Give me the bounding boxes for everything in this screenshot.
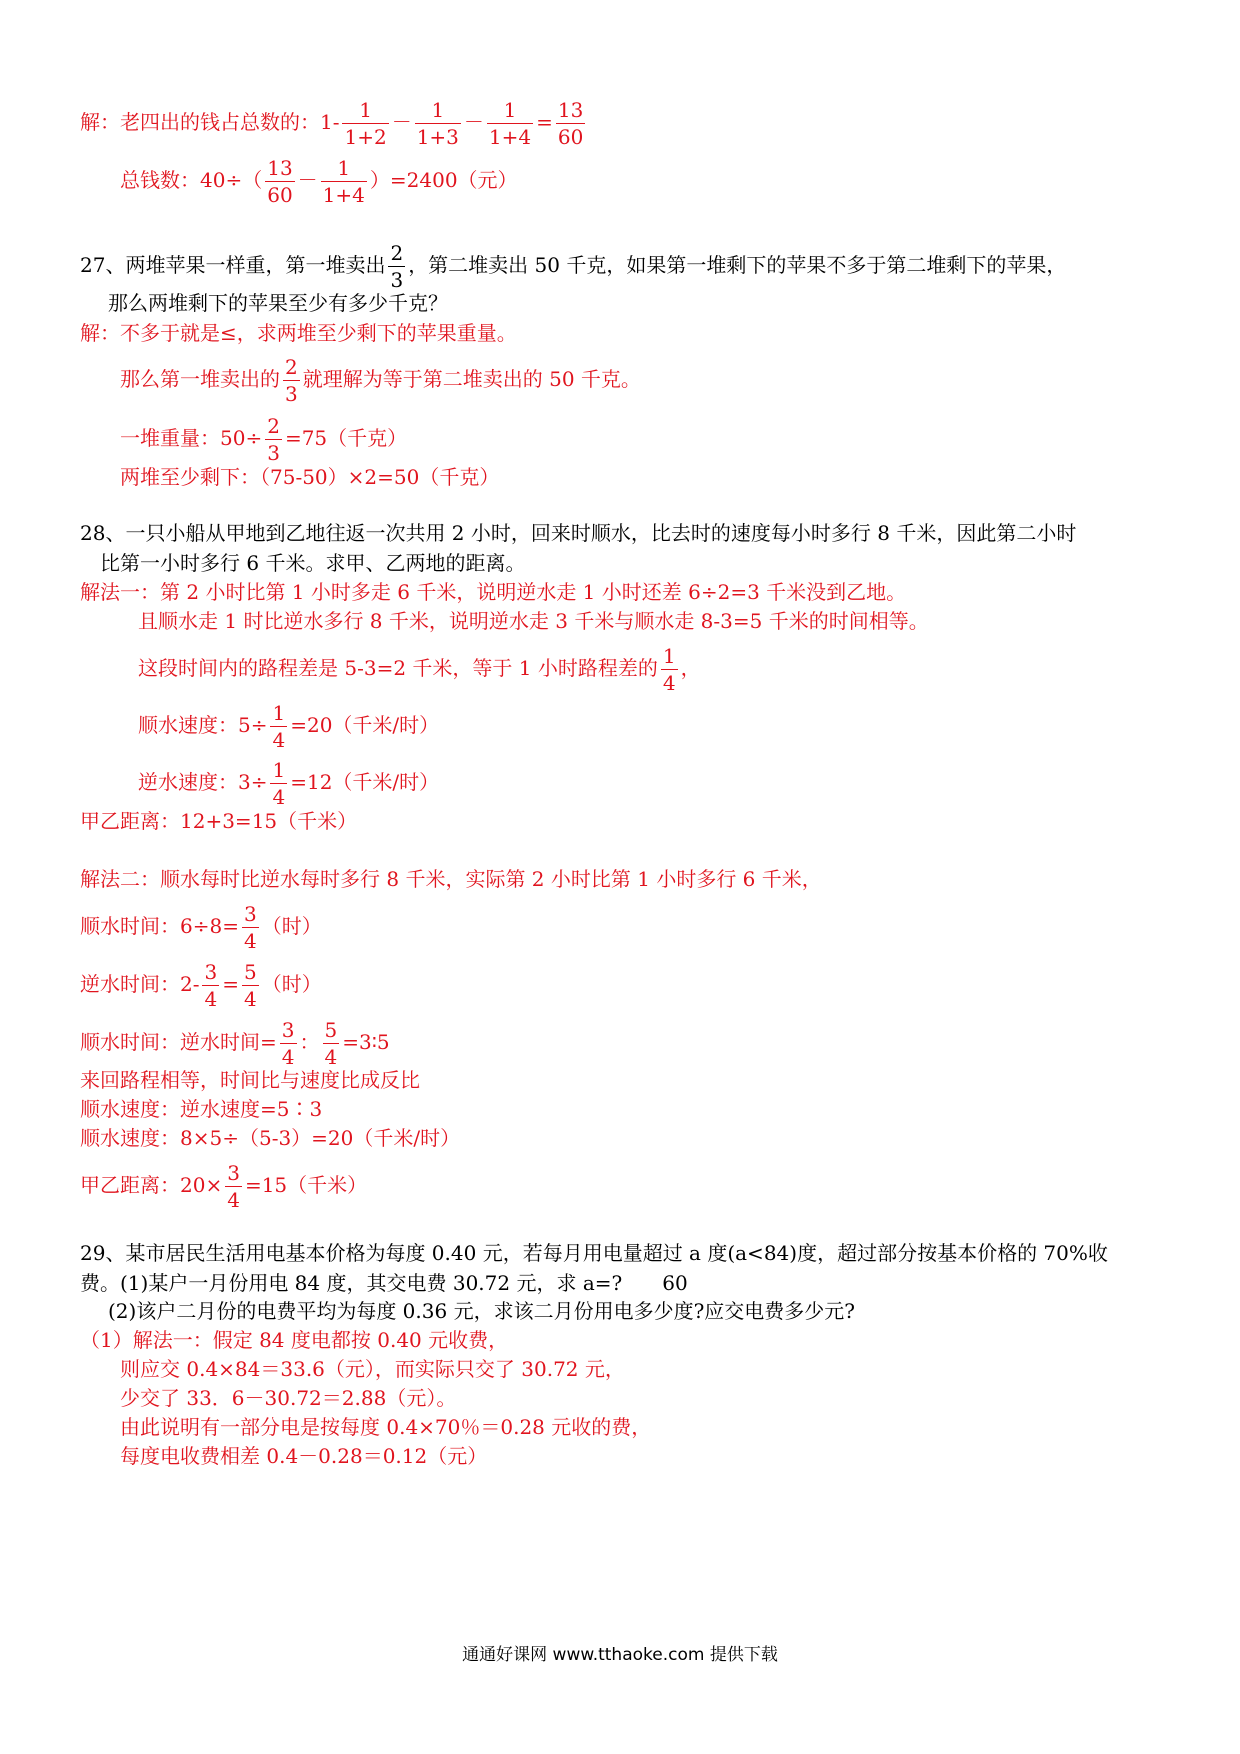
q29-question-line1: 29、某市居民生活用电基本价格为每度 0.40 元，若每月用电量超过 a 度(a<84)度，超过部分按基本价格的 70%收: [80, 1241, 1108, 1265]
q28-m2-line8: 甲乙距离：20× $\frac{3}{4}$ =15（千米）: [80, 1161, 368, 1212]
q29-question-line3: (2)该户二月份的电费平均为每度 0.36 元，求该二月份用电多少度?应交电费多少元?: [108, 1299, 856, 1323]
fraction: $\frac{1}{4}$: [272, 701, 286, 752]
q28-m2-line6: 顺水速度：逆水速度=5∶3: [80, 1097, 323, 1121]
fraction: $\frac{2}{3}$: [267, 414, 280, 465]
p1-line1: 解：老四出的钱占总数的：1- $\frac{1}{1+2}$ － $\frac{1}{1+3}$ － $\frac{1}{1+4}$ = $\frac{13}{60}$: [80, 98, 584, 149]
q27-question-line2: 那么两堆剩下的苹果至少有多少千克？: [108, 291, 448, 315]
q29-answer-4: 由此说明有一部分电是按每度 0.4×70％＝0.28 元收的费，: [120, 1415, 652, 1439]
fraction: $\frac{1}{4}$: [662, 644, 676, 695]
q27-answer-2: 那么第一堆卖出的 $\frac{2}{3}$ 就理解为等于第二堆卖出的 50 千克。: [120, 355, 641, 406]
q28-m2-line4: 顺水时间：逆水时间= $\frac{3}{4}$ ： $\frac{5}{4}$ =3∶5: [80, 1018, 390, 1069]
q29-question-line2: 费。(1)某户一月份用电 84 度，其交电费 30.72 元，求 a=? 60: [80, 1271, 688, 1295]
fraction: $\frac{5}{4}$: [324, 1018, 338, 1069]
page-footer: 通通好课网 www.tthaoke.com 提供下载: [462, 1645, 778, 1665]
fraction: $\frac{13}{60}$: [557, 98, 584, 149]
q28-m2-line5: 来回路程相等，时间比与速度比成反比: [80, 1068, 420, 1092]
q29-answer-2: 则应交 0.4×84＝33.6（元），而实际只交了 30.72 元，: [120, 1357, 625, 1381]
fraction: $\frac{1}{1+2}$: [344, 98, 387, 149]
fraction: $\frac{3}{4}$: [227, 1161, 240, 1212]
q27-answer-1: 解：不多于就是≤，求两堆至少剩下的苹果重量。: [80, 321, 517, 345]
q28-m1-line1: 解法一：第 2 小时比第 1 小时多走 6 千米，说明逆水走 1 小时还差 6÷2=3 千米没到乙地。: [80, 580, 907, 604]
q28-m2-line7: 顺水速度：8×5÷（5-3）=20（千米/时）: [80, 1126, 461, 1150]
fraction: $\frac{13}{60}$: [267, 156, 293, 207]
q29-answer-3: 少交了 33．6－30.72＝2.88（元）。: [120, 1386, 457, 1410]
fraction: $\frac{2}{3}$: [390, 241, 404, 292]
q28-m2-line2: 顺水时间：6÷8= $\frac{3}{4}$ （时）: [80, 902, 322, 953]
fraction: $\frac{3}{4}$: [243, 902, 257, 953]
q29-answer-1: （1）解法一：假定 84 度电都按 0.40 元收费，: [80, 1328, 509, 1352]
q27-answer-4: 两堆至少剩下：（75-50）×2=50（千克）: [120, 465, 500, 489]
text: 解：老四出的钱占总数的：1-: [80, 110, 340, 134]
fraction: $\frac{1}{1+3}$: [416, 98, 459, 149]
q28-m1-line3: 这段时间内的路程差是 5-3=2 千米，等于 1 小时路程差的 $\frac{1}{4}$ ，: [138, 644, 701, 695]
fraction: $\frac{3}{4}$: [204, 960, 218, 1011]
q27-question-line1: 27、两堆苹果一样重，第一堆卖出 $\frac{2}{3}$ ，第二堆卖出 50 千克，如果第一堆剩下的苹果不多于第二堆剩下的苹果，: [80, 241, 1067, 292]
q28-m1-line2: 且顺水走 1 时比逆水多行 8 千米，说明逆水走 3 千米与顺水走 8-3=5 千米的时间相等。: [138, 609, 929, 633]
fraction: $\frac{2}{3}$: [285, 355, 298, 406]
q28-question-line2: 比第一小时多行 6 千米。求甲、乙两地的距离。: [100, 551, 526, 575]
fraction: $\frac{1}{4}$: [272, 758, 286, 809]
fraction: $\frac{3}{4}$: [281, 1018, 295, 1069]
q27-answer-3: 一堆重量：50÷ $\frac{2}{3}$ =75（千克）: [120, 414, 408, 465]
q28-m1-line5: 逆水速度：3÷ $\frac{1}{4}$ =12（千米/时）: [138, 758, 440, 809]
q29-answer-5: 每度电收费相差 0.4－0.28＝0.12（元）: [120, 1444, 488, 1468]
q28-question-line1: 28、一只小船从甲地到乙地往返一次共用 2 小时，回来时顺水，比去时的速度每小时多行 8 千米，因此第二小时: [80, 521, 1077, 545]
fraction: $\frac{1}{1+4}$: [322, 156, 365, 207]
fraction: $\frac{5}{4}$: [243, 960, 257, 1011]
fraction: $\frac{1}{1+4}$: [488, 98, 532, 149]
p1-line2: 总钱数：40÷（ $\frac{13}{60}$ － $\frac{1}{1+4}$ ）=2400（元）: [120, 156, 518, 207]
q28-m1-line4: 顺水速度：5÷ $\frac{1}{4}$ =20（千米/时）: [138, 701, 440, 752]
q28-m2-line1: 解法二：顺水每时比逆水每时多行 8 千米，实际第 2 小时比第 1 小时多行 6 千米，: [80, 867, 822, 891]
q28-m1-line6: 甲乙距离：12+3=15（千米）: [80, 809, 358, 833]
q28-m2-line3: 逆水时间：2- $\frac{3}{4}$ = $\frac{5}{4}$ （时）: [80, 960, 322, 1011]
